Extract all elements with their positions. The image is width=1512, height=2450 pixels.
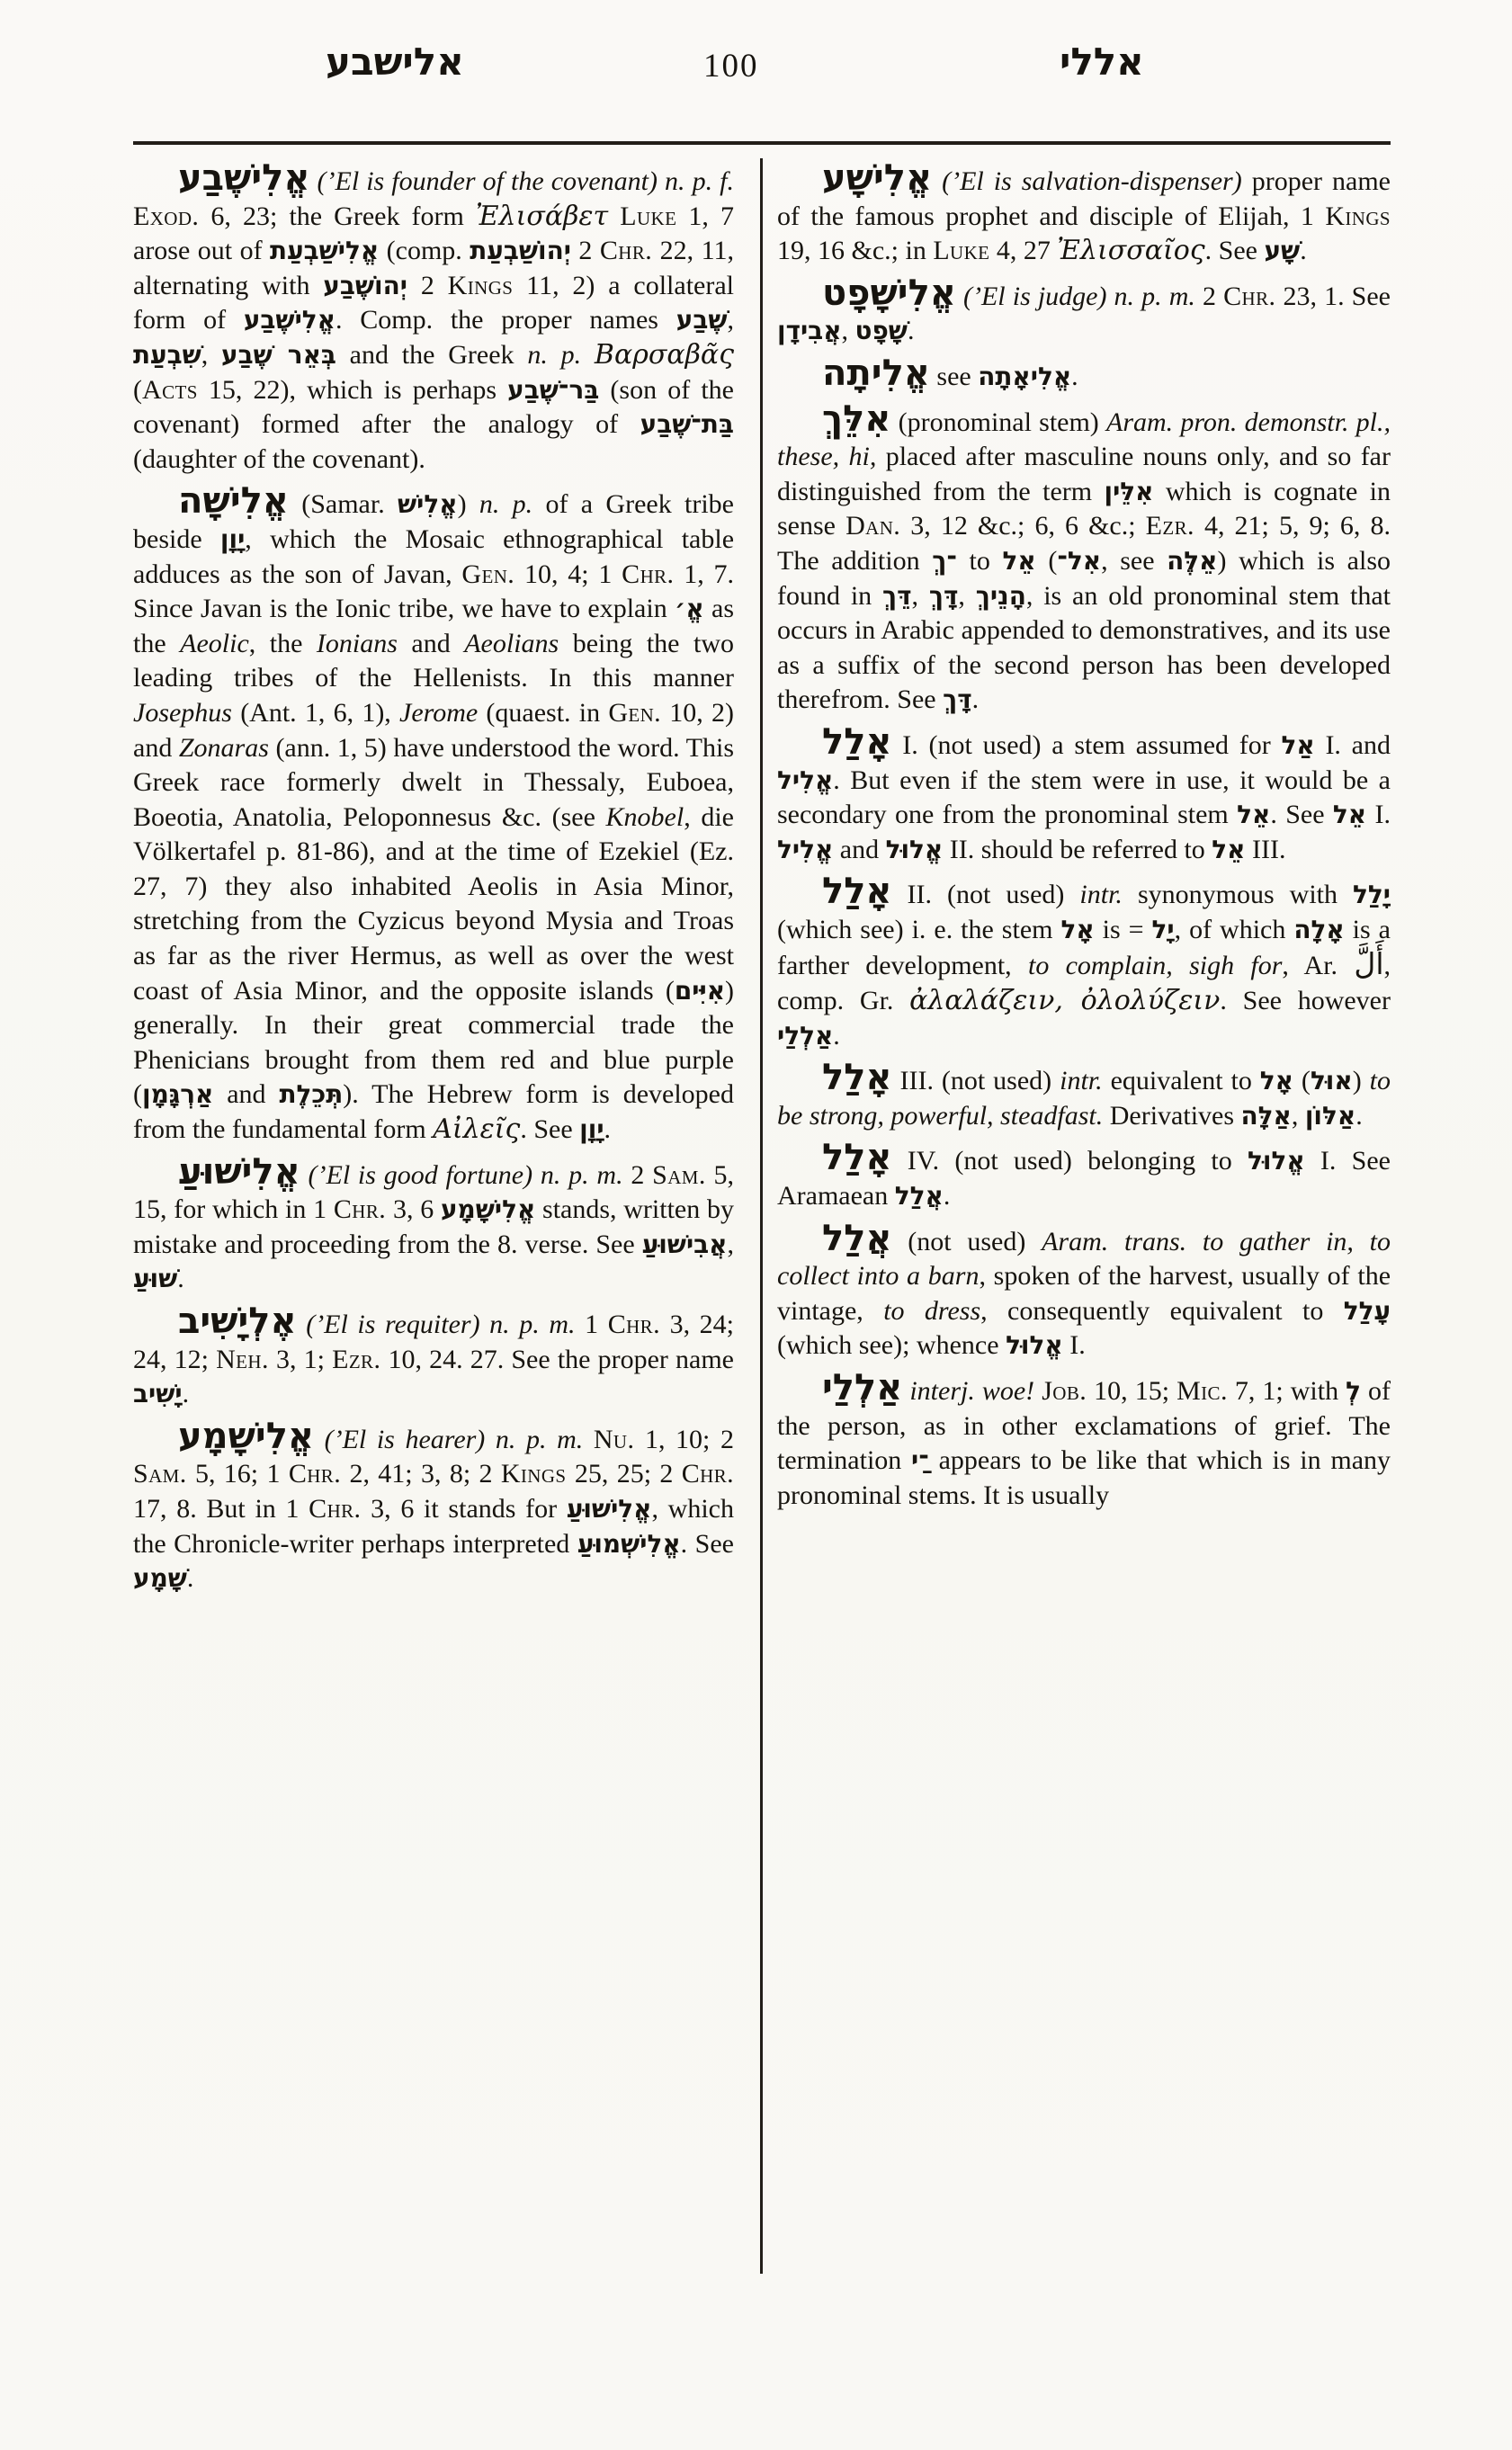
smallcaps-reference: Chr.: [599, 236, 653, 266]
italic-run: (’El is hearer) n. p. m.: [314, 1424, 594, 1454]
text-run: and: [397, 628, 465, 658]
text-run: 3, 6: [386, 1194, 441, 1225]
hebrew-word: תְּכֵלֶת: [279, 1079, 344, 1110]
text-run: 1, 7. Since Javan is the Ionic tribe, we have to explain: [133, 559, 735, 624]
hebrew-word: אַלָּה: [1240, 1100, 1292, 1131]
text-run: 23, 1. See: [1275, 281, 1391, 311]
smallcaps-reference: Ezr.: [332, 1344, 381, 1374]
italic-run: Aram. pron. demonstr. pl., these, hi,: [777, 407, 1391, 472]
italic-run: to complain, sigh for: [1027, 951, 1283, 981]
dictionary-entry: [777, 272, 1391, 349]
text-run: I. See Aramaean: [777, 1146, 1391, 1212]
text-run: . See: [680, 1528, 734, 1559]
hebrew-word: אַל: [1281, 729, 1315, 760]
hebrew-headword: אָלַל: [822, 871, 892, 913]
text-run: 2: [1194, 281, 1224, 311]
text-run: , see: [1101, 545, 1168, 576]
text-run: being the two leading tribes of the Hellenists. In this manner: [133, 628, 734, 693]
smallcaps-reference: Sam.: [652, 1159, 706, 1190]
text-run: and the Greek: [336, 339, 528, 370]
dictionary-entry: [133, 1415, 735, 1596]
italic-run: to dress: [883, 1295, 981, 1326]
hebrew-headword: אֲלַל: [822, 1217, 892, 1259]
text-run: (son of the covenant) formed after the analogy of: [133, 374, 734, 440]
text-run: I.: [1366, 800, 1391, 830]
hebrew-word: אֲבִישׁוּעַ: [641, 1229, 728, 1259]
italic-run: Zonaras: [178, 732, 269, 763]
text-run: ,: [911, 580, 929, 611]
text-run: ,: [201, 339, 222, 370]
italic-run: n. p.: [527, 339, 582, 370]
hebrew-headword: אִלֵּךְ: [822, 398, 891, 440]
hebrew-word: אֱלוּל: [1248, 1146, 1305, 1176]
italic-run: Ionians: [316, 628, 398, 658]
smallcaps-reference: Acts: [142, 374, 198, 405]
hebrew-word: אָלָה: [1293, 914, 1345, 944]
hebrew-headword: אָלַל: [822, 720, 892, 763]
text-run: , Ar.: [1282, 951, 1355, 981]
text-run: as the: [133, 594, 734, 658]
hebrew-word: אֲבִידָן: [777, 316, 842, 346]
text-run: 4, 21; 5, 9; 6, 8. The addition: [777, 511, 1391, 576]
text-run: [608, 201, 620, 231]
hebrew-headword: אֱלִישָׁמָע: [178, 1415, 315, 1457]
smallcaps-reference: Gen.: [461, 559, 515, 589]
hebrew-word: אֵל: [1212, 834, 1246, 864]
text-run: . See: [1270, 800, 1333, 830]
hebrew-headword: אֶלְיָשִׁיב: [178, 1301, 297, 1342]
text-run: .: [1300, 236, 1307, 266]
text-run: 15, 22), which is perhaps: [197, 374, 508, 405]
left-column: [133, 158, 734, 2274]
hebrew-word: לְ: [1346, 1376, 1362, 1406]
text-run: 2: [622, 1159, 653, 1190]
smallcaps-reference: Chr.: [288, 1459, 342, 1489]
text-run: 17, 8. But in 1: [133, 1493, 309, 1524]
text-run: 4, 27: [989, 236, 1058, 266]
hebrew-word: אֵל: [1002, 545, 1036, 576]
text-run: , is an old pronominal stem that occurs in Arabic appended to demonstratives, and its use as a suffix of the second person has been developed therefrom. See: [777, 580, 1391, 715]
hebrew-word: אֵל: [1332, 800, 1367, 830]
text-run: equivalent to: [1102, 1066, 1260, 1096]
hebrew-word: אֱלוּל: [885, 834, 944, 864]
text-run: [581, 340, 595, 370]
hebrew-word: אֱלוּל: [1006, 1330, 1063, 1361]
text-run: ,: [958, 580, 976, 611]
dictionary-entry: [777, 160, 1391, 269]
text-run: .: [604, 1114, 612, 1145]
text-run: (comp.: [379, 236, 470, 266]
text-run: . But even if the stem were in use, it would be a secondary one from the pronominal stem: [777, 765, 1391, 830]
hebrew-word: דֵּךְ: [882, 580, 912, 611]
hebrew-word: יְהוֹשַׁבְעַת: [470, 236, 571, 266]
dictionary-entry: [133, 1150, 734, 1297]
text-run: , which the Chronicle-writer perhaps interpreted: [133, 1493, 734, 1559]
text-run: .: [177, 1264, 184, 1294]
italic-run: Aeolic: [180, 628, 249, 658]
text-run: 6, 23; the Greek form: [199, 201, 476, 231]
smallcaps-reference: Luke: [620, 201, 677, 231]
dictionary-entry: [777, 720, 1391, 867]
text-run: .: [182, 1379, 190, 1409]
text-columns: [133, 158, 1391, 2274]
hebrew-word: שָׁפָט: [854, 316, 908, 346]
hebrew-word: אֱלִישָׁמָע: [440, 1194, 536, 1225]
dictionary-entry: [133, 480, 735, 1147]
greek-word: Ἐλισάβετ: [475, 200, 609, 232]
hebrew-word: שָׁמָע: [133, 1563, 187, 1594]
text-run: , of which: [1174, 914, 1294, 944]
italic-run: (’El is judge) n. p. m.: [955, 281, 1195, 311]
text-run: 11, 2) a collateral form of: [133, 270, 734, 335]
text-run: 10, 15;: [1087, 1376, 1177, 1406]
text-run: synonymous with: [1122, 880, 1354, 910]
page-number: 100: [703, 48, 759, 85]
text-run: of the person, as in other exclamations of grief. The termination: [777, 1376, 1391, 1476]
hebrew-word: יָוָן: [219, 523, 246, 554]
smallcaps-reference: Exod.: [133, 201, 200, 231]
hebrew-word: אֲלַל: [894, 1181, 944, 1212]
italic-run: n. p.: [479, 489, 533, 520]
text-run: 3, 24; 24, 12;: [133, 1310, 735, 1374]
italic-run: Josephus: [133, 697, 232, 728]
hebrew-word: יָוָן: [579, 1114, 604, 1145]
greek-word: Βαρσαβᾶς: [594, 338, 734, 371]
text-run: I.: [1062, 1330, 1086, 1361]
text-run: . See: [520, 1114, 580, 1145]
text-run: , consequently equivalent to: [980, 1295, 1344, 1326]
italic-run: Aeolians: [464, 628, 559, 658]
text-run: (which see) i. e. the stem: [777, 914, 1061, 944]
smallcaps-reference: Chr.: [309, 1493, 362, 1524]
text-run: (Ant. 1, 6, 1),: [231, 697, 400, 728]
hebrew-word: שׁוּעַ: [133, 1264, 178, 1294]
text-run: 19, 16 &c.; in: [777, 236, 934, 266]
text-run: 5, 16; 1: [186, 1459, 289, 1489]
hebrew-word: אֱלִישְׁמוּעַ: [577, 1528, 681, 1559]
text-run: 22, 11, alternating with: [133, 236, 735, 300]
hebrew-word: אָל: [1060, 914, 1095, 944]
text-run: II. (not used): [891, 880, 1080, 910]
greek-word: Ἐλισσαῖος: [1057, 235, 1205, 267]
smallcaps-reference: Gen.: [608, 697, 662, 728]
smallcaps-reference: Sam.: [133, 1459, 187, 1489]
text-run: ,: [727, 1229, 734, 1259]
text-run: is =: [1094, 914, 1152, 944]
column-gap: [763, 158, 777, 2274]
smallcaps-reference: Chr.: [607, 1310, 660, 1339]
italic-run: intr.: [1060, 1066, 1103, 1096]
text-run: 10, 2) and: [133, 697, 735, 763]
italic-run: interj. woe!: [909, 1376, 1035, 1406]
hebrew-headword: אֱלִישָׁע: [822, 158, 933, 199]
dictionary-entry: [777, 1057, 1391, 1133]
smallcaps-reference: Nu.: [593, 1424, 635, 1454]
text-run: (quaest. in: [478, 697, 609, 728]
text-run: placed after masculine nouns only, and so far distinguished from the term: [777, 442, 1391, 506]
text-run: 10, 4; 1: [514, 559, 622, 589]
smallcaps-reference: Chr.: [1223, 281, 1276, 311]
dictionary-entry: [777, 873, 1391, 1053]
smallcaps-reference: Dan.: [845, 511, 901, 541]
hebrew-word: בְּאֵר שֶׁבַע: [221, 339, 336, 370]
text-run: Derivatives: [1103, 1100, 1241, 1131]
text-run: (: [133, 374, 142, 405]
column-gap: [734, 158, 760, 2274]
text-run: 25, 25; 2: [566, 1459, 682, 1489]
text-run: 1, 10; 2: [634, 1424, 734, 1454]
text-run: (daughter of the covenant).: [133, 443, 425, 474]
text-run: 3, 6 it stands for: [361, 1493, 567, 1524]
right-column: [777, 158, 1391, 2274]
hebrew-word: אֵלֶּה: [1167, 545, 1218, 576]
dictionary-entry: [777, 1137, 1391, 1213]
smallcaps-reference: Neh.: [216, 1344, 269, 1374]
hebrew-headword: אָלַל: [822, 1057, 892, 1099]
hebrew-headword: אֱלִישָׁה: [178, 480, 289, 523]
text-run: .: [907, 316, 915, 346]
italic-run: to be strong, powerful, steadfast.: [777, 1066, 1391, 1131]
smallcaps-reference: Chr.: [622, 559, 675, 589]
hebrew-word: אֱ׳: [675, 594, 704, 624]
text-run: 10, 24. 27. See the proper name: [380, 1344, 734, 1374]
hebrew-word: אַלּוֹן: [1304, 1100, 1356, 1131]
text-run: (Samar.: [288, 489, 398, 520]
italic-run: (’El is founder of the covenant) n. p. f.: [309, 166, 734, 196]
hebrew-word: דָּךְ: [943, 684, 972, 715]
text-run: ,: [727, 305, 734, 335]
hebrew-word: ־ךְ: [932, 545, 957, 576]
text-run: 2: [407, 270, 448, 300]
text-run: to: [956, 545, 1003, 576]
hebrew-word: אוּל: [1310, 1066, 1353, 1096]
italic-run: (’El is salvation-dispenser): [932, 166, 1242, 196]
hebrew-headword: אַלְלַי: [822, 1367, 903, 1408]
text-run: 1, 7 arose out of: [133, 201, 734, 266]
hebrew-word: אֱלִישׁ: [398, 489, 458, 520]
text-run: .: [186, 1563, 194, 1594]
dictionary-entry: [777, 1367, 1391, 1513]
smallcaps-reference: Kings: [500, 1459, 567, 1489]
hebrew-word: בַּת־שֶׁבַע: [640, 409, 734, 440]
text-run: (: [1035, 545, 1058, 576]
hebrew-word: יָשִׁיב: [133, 1379, 183, 1409]
text-run: and: [833, 834, 886, 864]
text-run: (ann. 1, 5) have understood the word. This Greek race formerly dwelt in Thessaly, Euboea, Boeotia, Anatolia, Peloponnesus &c. (see: [133, 732, 734, 832]
text-run: 7, 1; with: [1227, 1376, 1346, 1406]
text-run: is a farther development,: [777, 914, 1391, 981]
hebrew-word: בַּר־שֶׁבַע: [507, 374, 600, 405]
hebrew-word: אָל: [1259, 1066, 1293, 1096]
text-run: and: [213, 1079, 280, 1110]
smallcaps-reference: Luke: [933, 236, 990, 266]
text-run: IV. (not used) belonging to: [891, 1146, 1248, 1176]
hebrew-word: דָּךְ: [928, 580, 959, 611]
text-run: ). The Hebrew form is developed from the fundamental form: [133, 1079, 734, 1145]
text-run: , which the Mosaic ethnographical table adduces as the son of Javan,: [133, 523, 735, 589]
hebrew-word: שֶׁבַע: [675, 305, 728, 335]
text-run: ) which is also found in: [777, 545, 1391, 611]
text-run: ) generally. In their great commercial trade the Phenicians brought from them red and blue purple (: [133, 975, 734, 1110]
text-run: . Comp. the proper names: [335, 305, 676, 335]
hebrew-word: עָלַל: [1343, 1295, 1391, 1326]
text-run: , comp. Gr.: [777, 951, 1391, 1016]
hebrew-word: אִיִּים: [674, 975, 725, 1006]
smallcaps-reference: Ezr.: [1145, 511, 1194, 541]
hebrew-word: אַלְלַי: [777, 1020, 834, 1051]
hebrew-word: ־ַי: [911, 1445, 929, 1476]
hebrew-word: יָלַל: [1353, 880, 1391, 910]
running-head-left: אלישבע: [326, 40, 464, 84]
italic-run: Knobel: [605, 801, 684, 832]
dictionary-entry: [133, 160, 734, 477]
hebrew-word: אֱלִיל: [777, 834, 834, 864]
italic-run: Aram. trans. to gather in, to collect into a barn: [777, 1226, 1391, 1292]
text-run: I. and: [1314, 729, 1391, 760]
header-rule: [133, 141, 1391, 145]
text-run: .: [971, 684, 980, 715]
text-run: .: [943, 1181, 951, 1212]
hebrew-word: אַרְגָּמָן: [142, 1079, 214, 1110]
smallcaps-reference: Kings: [1325, 201, 1391, 231]
text-run: appears to be like that which is in many pronominal stems. It is usually: [777, 1445, 1391, 1510]
text-run: 2, 41; 3, 8; 2: [341, 1459, 501, 1489]
hebrew-word: אֱלִישׁוּעַ: [566, 1493, 652, 1524]
arabic-word: أَلَّ: [1354, 946, 1384, 982]
hebrew-headword: אֱלִיתָה: [822, 352, 930, 394]
greek-word: ἀλαλάζειν, ὀλολύζειν: [909, 985, 1221, 1017]
text-run: , die Völkertafel p. 81-86), and at the time of Ezekiel (Ez. 27, 7) they also inhabited Aeolis in Asia Minor, stretching from the Cyzicus beyond Mysia and Troas as far as the river Hermus, as well as over the west coast of Asia Minor, and the opposite islands (: [133, 801, 734, 1006]
text-run: 3, 1;: [268, 1344, 333, 1374]
text-run: 5, 15, for which in 1: [133, 1159, 734, 1225]
smallcaps-reference: Chr.: [681, 1459, 735, 1489]
text-run: (which see); whence: [777, 1330, 1007, 1361]
text-run: III.: [1245, 834, 1286, 864]
italic-run: (’El is requiter) n. p. m.: [296, 1310, 576, 1339]
text-run: .: [1355, 1100, 1363, 1131]
text-run: 1: [575, 1310, 608, 1339]
text-run: (pronominal stem): [890, 407, 1106, 437]
text-run: , the: [248, 628, 317, 658]
hebrew-headword: אֱלִישֶׁבַע: [178, 158, 310, 199]
italic-run: intr.: [1079, 880, 1123, 910]
hebrew-word: אִל־: [1057, 545, 1102, 576]
hebrew-word: יְהוֹשֶׁבַע: [323, 270, 407, 300]
italic-run: Jerome: [399, 697, 479, 728]
text-run: I. (not used) a stem assumed for: [891, 729, 1282, 760]
text-run: which is cognate in sense: [777, 476, 1391, 541]
text-run: . See: [1204, 236, 1265, 266]
hebrew-word: יָל: [1151, 914, 1175, 944]
hebrew-word: שִׁבְעַת: [133, 339, 201, 370]
hebrew-word: אֱלִיל: [777, 765, 834, 795]
text-run: 2: [570, 236, 600, 266]
smallcaps-reference: Mic.: [1176, 1376, 1228, 1406]
text-run: ): [1352, 1066, 1370, 1096]
text-run: proper name of the famous prophet and disciple of Elijah, 1: [777, 166, 1391, 231]
italic-run: (’El is good fortune) n. p. m.: [300, 1159, 623, 1190]
dictionary-entry: [777, 1217, 1391, 1364]
text-run: , spoken of the harvest, usually of the vintage,: [777, 1261, 1391, 1326]
greek-word: Αἰλεῖς: [433, 1113, 521, 1146]
smallcaps-reference: Kings: [447, 270, 514, 300]
text-run: of a Greek tribe beside: [133, 489, 734, 554]
hebrew-word: הָנֵיךְ: [975, 580, 1026, 611]
hebrew-word: אֱלִישַׁבְעַת: [270, 236, 380, 266]
text-run: (: [1293, 1066, 1311, 1096]
dictionary-entry: [133, 1303, 734, 1412]
text-run: . See however: [1220, 986, 1391, 1016]
hebrew-word: אֱלִישֶׁבַע: [243, 305, 336, 335]
hebrew-headword: אֱלִישָׁפָט: [822, 272, 956, 314]
running-head-right: אללי: [1060, 40, 1144, 84]
hebrew-headword: אָלַל: [822, 1137, 892, 1179]
hebrew-word: שָׁע: [1264, 236, 1301, 266]
text-run: ,: [841, 316, 855, 346]
dictionary-entry: [777, 398, 1391, 718]
smallcaps-reference: Job.: [1042, 1376, 1087, 1406]
hebrew-word: אִלֵּין: [1104, 476, 1154, 506]
hebrew-word: אֵל: [1237, 800, 1271, 830]
hebrew-word: אֱלִיאָתָה: [978, 361, 1072, 391]
smallcaps-reference: Chr.: [333, 1194, 387, 1225]
hebrew-headword: אֱלִישׁוּעַ: [178, 1150, 300, 1193]
text-run: 3, 12 &c.; 6, 6 &c.;: [900, 511, 1146, 541]
text-run: .: [1071, 361, 1078, 391]
text-run: II. should be referred to: [943, 834, 1212, 864]
text-run: (not used): [891, 1226, 1042, 1256]
dictionary-entry: [777, 352, 1391, 395]
text-run: ,: [1291, 1100, 1305, 1131]
text-run: [1034, 1376, 1042, 1406]
text-run: III. (not used): [891, 1066, 1060, 1096]
text-run: see: [929, 361, 979, 391]
text-run: ): [457, 489, 479, 520]
text-run: .: [833, 1020, 840, 1051]
text-run: stands, written by mistake and proceeding from the 8. verse. See: [133, 1194, 734, 1259]
